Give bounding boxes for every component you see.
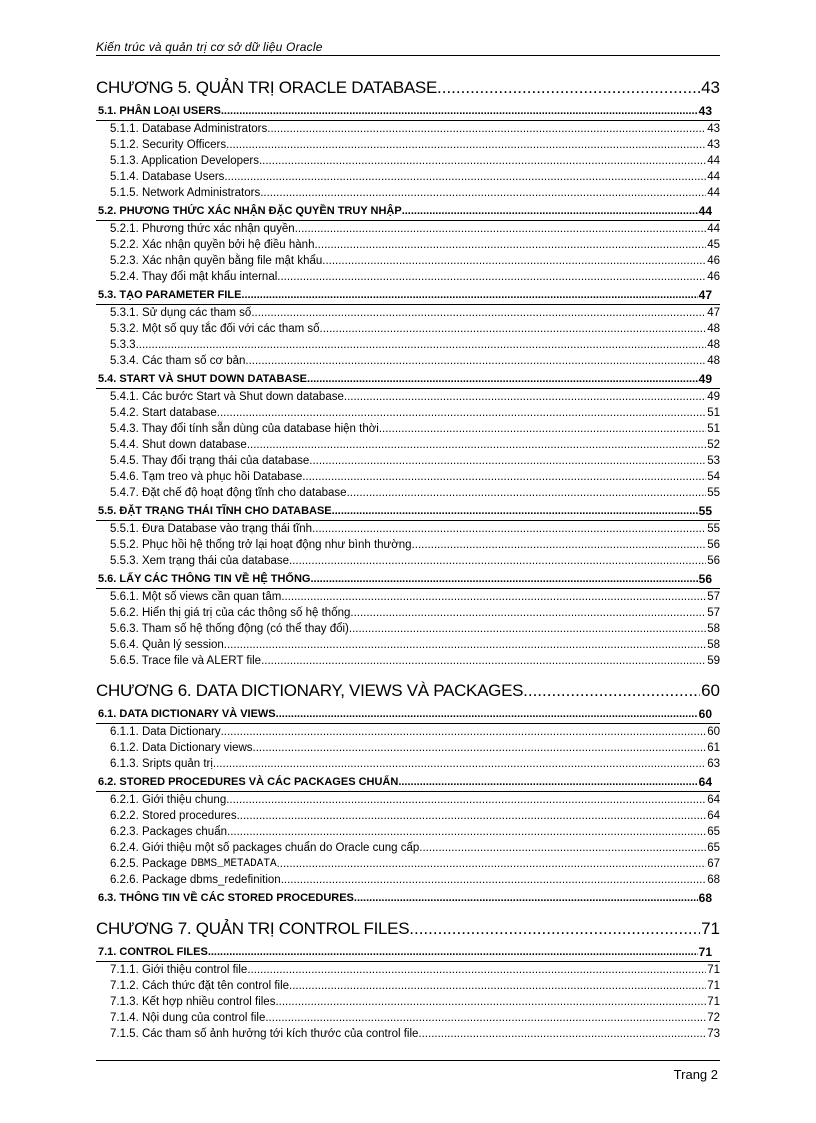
toc-leader-dots: [412, 537, 707, 553]
toc-leader-dots: [253, 740, 707, 756]
toc-leader-dots: [418, 1026, 706, 1042]
toc-entry-page: 55: [698, 504, 712, 518]
toc-leader-dots: [295, 221, 707, 237]
toc-sub-entry: [96, 1010, 720, 1026]
toc-sub-entry: [96, 353, 720, 369]
toc-entry-label: 5.4.5. Thay đổi trạng thái của database: [110, 455, 310, 467]
toc-entry-page: 49: [707, 391, 720, 403]
toc-entry-page: 60: [701, 681, 720, 700]
toc-sub-entry: [96, 437, 720, 453]
toc-entry-page: 65: [707, 826, 720, 838]
toc-entry-label: 5.1.5. Network Administrators: [110, 187, 261, 199]
toc-entry-page: 61: [707, 742, 720, 754]
toc-sub-entry: [96, 808, 720, 824]
toc-section-entry: [96, 890, 720, 907]
toc-entry-page: 71: [707, 980, 720, 992]
toc-sub-entry: [96, 605, 720, 621]
toc-entry-page: 46: [707, 271, 720, 283]
toc-entry-page: 53: [707, 455, 720, 467]
toc-leader-dots: [311, 571, 698, 588]
toc-entry-page: 73: [707, 1028, 720, 1040]
toc-entry-page: 56: [707, 539, 720, 551]
toc-section-entry: [96, 503, 720, 521]
toc-entry-page: 48: [707, 323, 720, 335]
toc-entry-label: 7.1.1. Giới thiệu control file: [110, 964, 248, 976]
toc-entry-label: 6.3. THÔNG TIN VỀ CÁC STORED PROCEDURES: [98, 892, 354, 904]
toc-entry-page: 57: [707, 607, 720, 619]
toc-entry-label: 5.5.2. Phục hồi hệ thống trở lại hoạt động như bình thường: [110, 539, 412, 551]
toc-entry-page: 52: [707, 439, 720, 451]
toc-leader-dots: [312, 521, 706, 537]
toc-entry-page: 60: [698, 707, 712, 721]
toc-leader-dots: [402, 203, 698, 220]
toc-leader-dots: [322, 253, 706, 269]
toc-entry-label: 5.2. PHƯƠNG THỨC XÁC NHẬN ĐẶC QUYỀN TRUY NHẬP: [98, 205, 402, 217]
toc-entry-label: 5.1. PHÂN LOẠI USERS: [98, 105, 221, 117]
toc-leader-dots: [350, 605, 706, 621]
toc-entry-page: 71: [707, 996, 720, 1008]
toc-chapter-entry: [96, 916, 720, 942]
toc-section-entry: [96, 571, 720, 589]
toc-entry-label: 5.4. START VÀ SHUT DOWN DATABASE: [98, 373, 308, 385]
toc-entry-page: 46: [707, 255, 720, 267]
toc-entry-label: 5.1.4. Database Users: [110, 171, 225, 183]
toc-leader-dots: [139, 337, 706, 353]
toc-sub-entry: [96, 321, 720, 337]
toc-chapter-entry: [96, 678, 720, 704]
toc-entry-page: 48: [707, 355, 720, 367]
toc-entry-label: 6.2.2. Stored procedures: [110, 810, 237, 822]
toc-sub-entry: [96, 589, 720, 605]
toc-entry-label: 5.3.4. Các tham số cơ bản: [110, 355, 246, 367]
toc-sub-entry: [96, 389, 720, 405]
toc-entry-page: 60: [707, 726, 720, 738]
toc-entry-page: 45: [707, 239, 720, 251]
toc-section-entry: [96, 103, 720, 121]
toc-entry-page: 44: [707, 155, 720, 167]
toc-sub-entry: [96, 405, 720, 421]
toc-section-entry: [96, 774, 720, 792]
toc-entry-label: 6.1.3. Sripts quản trị: [110, 758, 213, 770]
toc-leader-dots: [277, 856, 707, 872]
toc-entry-page: 44: [698, 204, 712, 218]
toc-sub-entry: [96, 469, 720, 485]
toc-sub-entry: [96, 485, 720, 501]
toc-sub-entry: [96, 962, 720, 978]
toc-entry-page: 44: [707, 171, 720, 183]
toc-entry-page: 67: [707, 858, 720, 870]
toc-leader-dots: [247, 962, 706, 978]
toc-entry-label: 5.6.5. Trace file và ALERT file: [110, 655, 262, 667]
toc-entry-label: 5.4.6. Tạm treo và phục hồi Database: [110, 471, 303, 483]
toc-leader-dots: [277, 269, 706, 285]
toc-entry-page: 43: [698, 104, 712, 118]
toc-entry-page: 54: [707, 471, 720, 483]
toc-entry-page: 55: [707, 523, 720, 535]
toc-leader-dots: [281, 589, 706, 605]
toc-leader-dots: [251, 305, 706, 321]
toc-entry-label: 5.3.3.: [110, 339, 139, 351]
toc-leader-dots: [226, 792, 706, 808]
toc-entry-label: 6.2.6. Package dbms_redefinition: [110, 874, 281, 886]
toc-entry-label: 5.1.1. Database Administrators: [110, 123, 268, 135]
toc-leader-dots: [379, 421, 706, 437]
toc-sub-entry: [96, 621, 720, 637]
toc-entry-page: 49: [698, 372, 712, 386]
toc-entry-page: 72: [707, 1012, 720, 1024]
toc-leader-dots: [281, 872, 707, 888]
toc-entry-label: 6.2.3. Packages chuẩn: [110, 826, 227, 838]
toc-sub-entry: [96, 421, 720, 437]
toc-entry-page: 63: [707, 758, 720, 770]
toc-leader-dots: [259, 153, 706, 169]
toc-sub-entry: [96, 637, 720, 653]
toc-entry-page: 48: [707, 339, 720, 351]
toc-entry-page: 71: [707, 964, 720, 976]
toc-leader-dots: [523, 678, 700, 704]
toc-entry-page: 64: [707, 794, 720, 806]
toc-entry-label: 5.4.3. Thay đổi tính sẵn dùng của database hiện thời: [110, 423, 379, 435]
toc-section-entry: [96, 706, 720, 724]
toc-leader-dots: [332, 503, 698, 520]
toc-leader-dots: [267, 121, 706, 137]
toc-sub-entry: [96, 253, 720, 269]
toc-entry-label: 5.6.1. Một số views cần quan tâm: [110, 591, 282, 603]
toc-entry-page: 68: [698, 891, 712, 905]
toc-sub-entry: [96, 305, 720, 321]
toc-entry-label: 7.1.5. Các tham số ảnh hưởng tới kích thước của control file: [110, 1028, 419, 1040]
toc-entry-label: 6.2.1. Giới thiệu chung: [110, 794, 227, 806]
toc-entry-label: 5.3. TẠO PARAMETER FILE: [98, 289, 242, 301]
toc-leader-dots: [320, 321, 707, 337]
toc-entry-label: 6.2.5. Package: [110, 858, 187, 870]
toc-entry-label: 6.2. STORED PROCEDURES VÀ CÁC PACKAGES CHUẨN: [98, 776, 399, 788]
toc-entry-page: 58: [707, 639, 720, 651]
toc-sub-entry: [96, 137, 720, 153]
toc-sub-entry: [96, 221, 720, 237]
toc-leader-dots: [419, 840, 706, 856]
toc-entry-code: DBMS_METADATA: [190, 858, 277, 870]
toc-entry-page: 64: [698, 775, 712, 789]
toc-entry-label: 5.3.1. Sử dụng các tham số: [110, 307, 252, 319]
toc-entry-page: 51: [707, 423, 720, 435]
toc-leader-dots: [398, 774, 697, 791]
toc-entry-label: 5.2.2. Xác nhận quyền bởi hệ điều hành: [110, 239, 315, 251]
toc-leader-dots: [224, 637, 706, 653]
toc-section-entry: [96, 203, 720, 221]
toc-sub-entry: [96, 185, 720, 201]
toc-entry-page: 71: [701, 919, 720, 938]
toc-leader-dots: [354, 890, 698, 907]
toc-entry-page: 44: [707, 223, 720, 235]
toc-entry-label: 6.1. DATA DICTIONARY VÀ VIEWS: [98, 708, 276, 720]
toc-entry-label: 7.1.3. Kết hợp nhiều control files: [110, 996, 276, 1008]
toc-leader-dots: [213, 756, 706, 772]
toc-section-entry: [96, 287, 720, 305]
toc-leader-dots: [347, 485, 707, 501]
toc-sub-entry: [96, 872, 720, 888]
toc-sub-entry: [96, 1026, 720, 1042]
toc-sub-entry: [96, 237, 720, 253]
toc-sub-entry: [96, 856, 720, 872]
toc-leader-dots: [307, 371, 698, 388]
toc-entry-label: 5.5.3. Xem trạng thái của database: [110, 555, 290, 567]
toc-entry-label: 5.4.4. Shut down database: [110, 439, 247, 451]
toc-leader-dots: [289, 553, 706, 569]
toc-sub-entry: [96, 553, 720, 569]
toc-entry-label: 5.2.4. Thay đổi mật khẩu internal: [110, 271, 278, 283]
toc-section-entry: [96, 944, 720, 962]
header-title: Kiến trúc và quản trị cơ sở dữ liệu Oracle: [96, 40, 323, 54]
toc-leader-dots: [208, 944, 698, 961]
toc-leader-dots: [237, 808, 707, 824]
toc-entry-page: 44: [707, 187, 720, 199]
toc-sub-entry: [96, 269, 720, 285]
page-header: [96, 40, 720, 56]
toc-entry-label: 6.1.1. Data Dictionary: [110, 726, 221, 738]
toc-leader-dots: [224, 169, 706, 185]
toc-leader-dots: [309, 453, 706, 469]
toc-entry-label: 5.4.1. Các bước Start và Shut down database: [110, 391, 344, 403]
toc-leader-dots: [247, 437, 706, 453]
toc-leader-dots: [275, 994, 706, 1010]
toc-leader-dots: [314, 237, 706, 253]
toc-sub-entry: [96, 994, 720, 1010]
table-of-contents: [96, 75, 720, 1042]
toc-entry-label: CHƯƠNG 6. DATA DICTIONARY, VIEWS VÀ PACKAGES: [96, 681, 524, 700]
toc-leader-dots: [227, 824, 706, 840]
toc-entry-page: 71: [698, 945, 712, 959]
toc-sub-entry: [96, 978, 720, 994]
toc-entry-label: 6.1.2. Data Dictionary views: [110, 742, 253, 754]
toc-leader-dots: [221, 724, 707, 740]
toc-entry-label: 7.1.4. Nội dung của control file: [110, 1012, 266, 1024]
toc-sub-entry: [96, 740, 720, 756]
page-footer: [96, 1060, 720, 1082]
toc-entry-label: 5.1.2. Security Officers: [110, 139, 227, 151]
toc-leader-dots: [289, 978, 706, 994]
toc-entry-page: 58: [707, 623, 720, 635]
toc-leader-dots: [344, 389, 706, 405]
toc-leader-dots: [349, 621, 706, 637]
toc-entry-label: 5.6. LẤY CÁC THÔNG TIN VỀ HỆ THỐNG: [98, 573, 311, 585]
toc-entry-page: 56: [698, 572, 712, 586]
toc-entry-page: 43: [707, 123, 720, 135]
toc-leader-dots: [265, 1010, 706, 1026]
toc-sub-entry: [96, 840, 720, 856]
toc-entry-label: 5.4.7. Đặt chế độ hoạt động tĩnh cho database: [110, 487, 347, 499]
toc-leader-dots: [409, 916, 700, 942]
toc-leader-dots: [226, 137, 706, 153]
toc-sub-entry: [96, 724, 720, 740]
page-number: Trang 2: [673, 1067, 718, 1082]
toc-entry-page: 51: [707, 407, 720, 419]
toc-entry-page: 43: [701, 78, 720, 97]
toc-leader-dots: [260, 185, 706, 201]
toc-entry-label: 5.5.1. Đưa Database vào trạng thái tĩnh: [110, 523, 313, 535]
toc-entry-label: 5.3.2. Một số quy tắc đối với các tham số: [110, 323, 320, 335]
toc-entry-page: 64: [707, 810, 720, 822]
toc-leader-dots: [217, 405, 706, 421]
toc-entry-label: 5.2.1. Phương thức xác nhận quyền: [110, 223, 295, 235]
toc-entry-label: CHƯƠNG 5. QUẢN TRỊ ORACLE DATABASE: [96, 78, 438, 97]
toc-leader-dots: [276, 706, 698, 723]
toc-entry-label: 5.2.3. Xác nhận quyền bằng file mật khẩu: [110, 255, 323, 267]
toc-leader-dots: [302, 469, 706, 485]
toc-leader-dots: [221, 103, 698, 120]
toc-sub-entry: [96, 792, 720, 808]
toc-entry-page: 55: [707, 487, 720, 499]
toc-sub-entry: [96, 756, 720, 772]
toc-entry-label: 5.5. ĐẶT TRẠNG THÁI TĨNH CHO DATABASE: [98, 505, 332, 517]
toc-entry-page: 56: [707, 555, 720, 567]
toc-sub-entry: [96, 521, 720, 537]
toc-entry-page: 65: [707, 842, 720, 854]
toc-chapter-entry: [96, 75, 720, 101]
toc-entry-label: 5.1.3. Application Developers: [110, 155, 259, 167]
toc-entry-page: 57: [707, 591, 720, 603]
toc-entry-page: 59: [707, 655, 720, 667]
toc-entry-label: 5.6.3. Tham số hệ thống động (có thể thay đổi): [110, 623, 349, 635]
toc-entry-page: 68: [707, 874, 720, 886]
toc-leader-dots: [241, 287, 697, 304]
toc-leader-dots: [437, 75, 700, 101]
toc-entry-label: 6.2.4. Giới thiệu một số packages chuẩn do Oracle cung cấp: [110, 842, 420, 854]
toc-entry-label: 5.6.4. Quản lý session: [110, 639, 224, 651]
toc-sub-entry: [96, 153, 720, 169]
toc-entry-label: 5.6.2. Hiển thị giá trị của các thông số hệ thống: [110, 607, 351, 619]
toc-leader-dots: [245, 353, 706, 369]
toc-section-entry: [96, 371, 720, 389]
toc-entry-label: CHƯƠNG 7. QUẢN TRỊ CONTROL FILES: [96, 919, 410, 938]
toc-sub-entry: [96, 169, 720, 185]
toc-sub-entry: [96, 121, 720, 137]
toc-sub-entry: [96, 653, 720, 669]
toc-sub-entry: [96, 453, 720, 469]
toc-entry-page: 47: [698, 288, 712, 302]
toc-entry-label: 7.1.2. Cách thức đặt tên control file: [110, 980, 290, 992]
toc-leader-dots: [261, 653, 706, 669]
toc-sub-entry: [96, 337, 720, 353]
toc-entry-page: 43: [707, 139, 720, 151]
toc-entry-label: 5.4.2. Start database: [110, 407, 217, 419]
toc-entry-page: 47: [707, 307, 720, 319]
toc-entry-label: 7.1. CONTROL FILES: [98, 946, 208, 958]
toc-sub-entry: [96, 824, 720, 840]
toc-sub-entry: [96, 537, 720, 553]
